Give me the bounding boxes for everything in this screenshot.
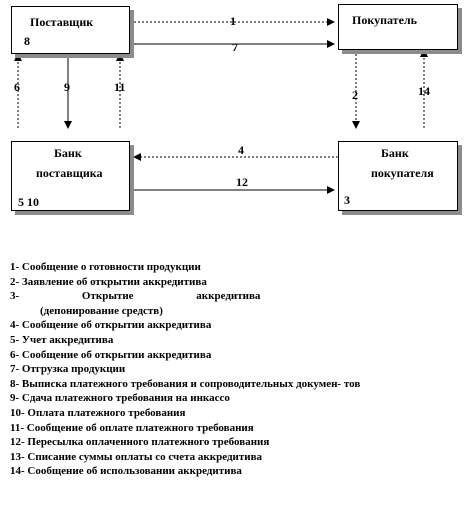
arrow-14-label: 14 (418, 84, 430, 98)
legend-item-13: 13- Списание суммы оплаты со счета аккредитива (10, 450, 263, 463)
legend-item-2: 2- Заявление об открытии аккредитива (10, 275, 207, 288)
arrow-12-label: 12 (236, 175, 248, 189)
buyer-box (338, 4, 458, 50)
supplier-bank-title-1: Банк (54, 146, 82, 160)
supplier-box (11, 6, 130, 54)
buyer-bank-nums: 3 (344, 193, 350, 207)
arrow-2-label: 2 (352, 88, 358, 102)
supplier-nums: 8 (24, 34, 30, 48)
legend-item-1: 1- Сообщение о готовности продукции (10, 261, 201, 273)
buyer-bank-title-2: покупателя (371, 166, 434, 180)
arrow-7-label: 7 (232, 40, 238, 54)
legend-item-11: 11- Сообщение об оплате платежного требования (10, 421, 254, 434)
buyer-bank-title-1: Банк (381, 146, 409, 160)
arrow-4-label: 4 (238, 143, 244, 157)
supplier-title: Поставщик (30, 15, 94, 29)
legend-item-3: 3- Открытие аккредитива (10, 290, 261, 303)
legend-item-6: 6- Сообщение об открытии аккредитива (10, 348, 212, 361)
legend-item-4: 4- Сообщение об открытии аккредитива (10, 319, 212, 332)
arrow-11-label: 11 (114, 80, 126, 94)
legend-item-7: 7- Отгрузка продукции (10, 363, 126, 376)
arrow-1-label: 1 (230, 14, 236, 28)
legend-item-9: 9- Сдача платежного требования на инкассо (10, 392, 230, 405)
arrow-6-label: 6 (14, 80, 20, 94)
legend-item-10: 10- Оплата платежного требования (10, 406, 186, 419)
legend-item-5: 5- Учет аккредитива (10, 333, 114, 346)
legend-item-14: 14- Сообщение об использовании аккредитива (10, 465, 242, 478)
legend (10, 260, 460, 479)
legend-item-12: 12- Пересылка оплаченного платежного требования (10, 436, 270, 449)
buyer-title: Покупатель (352, 13, 417, 27)
legend-item-8: 8- Выписка платежного требования и сопроводительных докумен- тов (10, 377, 361, 390)
arrow-9-label: 9 (64, 80, 70, 94)
legend-item-3-cont: (депонирование средств) (40, 304, 163, 317)
supplier-bank-nums: 5 10 (18, 195, 39, 209)
supplier-bank-box (11, 141, 130, 211)
supplier-bank-title-2: поставщика (36, 166, 103, 180)
buyer-bank-box (338, 141, 458, 211)
